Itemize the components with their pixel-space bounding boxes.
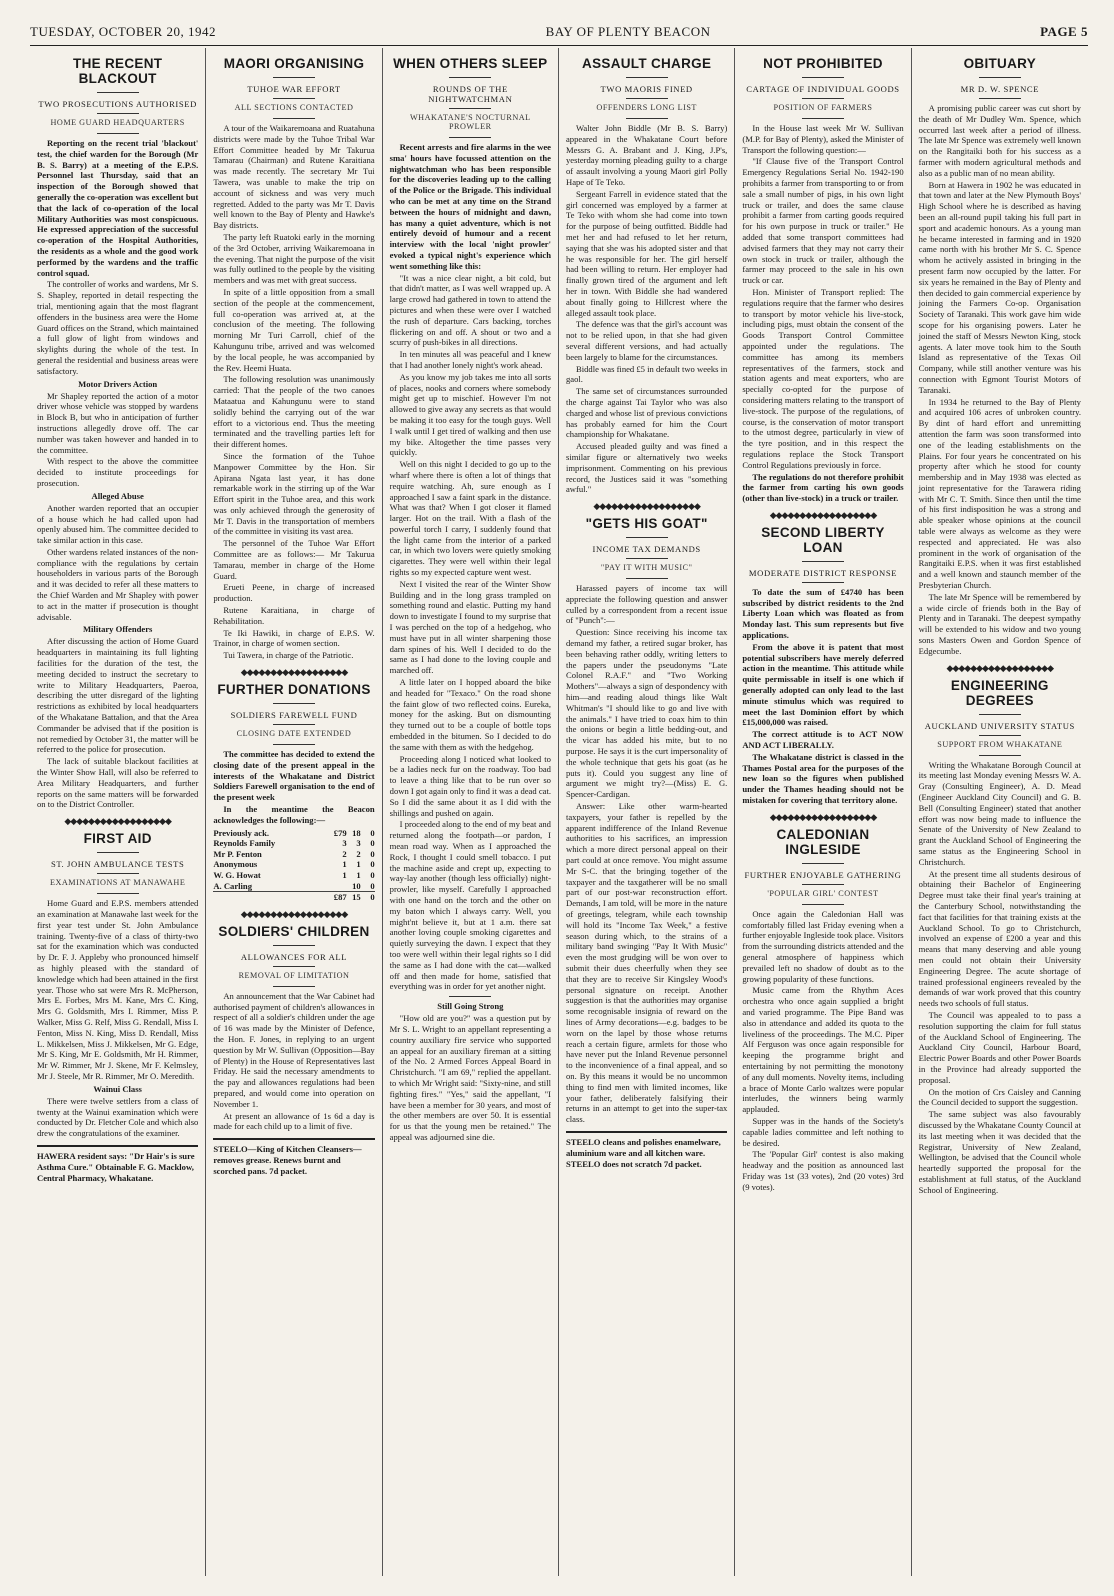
divider bbox=[802, 118, 844, 119]
headline: SOLDIERS' CHILDREN bbox=[218, 923, 370, 939]
divider bbox=[449, 137, 491, 138]
paragraph: An announcement that the War Cabinet had authorised payment of children's allowances in respect of all a soldier's children under the age of 16 was made by the Minister of Defence, the Hon. F. Jones, in replying to an urgent question by Mr W. Sullivan (Opposition—Bay of Plenty) in the House of Representatives last Friday. He said the necessary amendments to the pay and allowances regulations had been prepared, and would come into operation on November 1. bbox=[213, 990, 375, 1109]
paragraph: Music came from the Rhythm Aces orchestra who once again supplied a bright and varied programme. The Pipe Band was also in attendance and added its quota to the liveliness of the proceedings. The M.C. Piper Alf Ferguson was once again responsible for keeping the programme bright and entertaining by not permitting the monotony of any dull moments. Novelty items, including a brace of Monte Carlo waltzes were popular interludes, the winners being warmly applauded. bbox=[742, 985, 904, 1115]
column-4 bbox=[559, 48, 735, 1576]
shillings: 10 bbox=[352, 880, 361, 891]
pence: 0 bbox=[370, 827, 375, 838]
deck: AUCKLAND UNIVERSITY STATUS bbox=[924, 720, 1075, 731]
deck: TWO MAORIS FINED bbox=[600, 84, 693, 94]
shillings: 2 bbox=[356, 848, 361, 859]
paragraph: After discussing the action of Home Guard headquarters in maintaining its full lighting facilities for the duration of the test, the meeting decided to instruct the secretary to write to Military Headquarters, Paeroa, describing the utter disregard of the lighting restrictions as exhibited by local headquarters of the Whakatane Battalion, and that the Area Commander be advised that if the position is not remedied by October 31, the matter will be referred to the police for prosecution. bbox=[37, 636, 199, 755]
article-liberty-loan bbox=[742, 525, 903, 806]
deck: MODERATE DISTRICT RESPONSE bbox=[748, 567, 898, 578]
table-row bbox=[213, 881, 374, 892]
subheading: OFFENDERS LONG LIST bbox=[596, 103, 697, 112]
paragraph: From the above it is patent that most potential subscribers have merely deferred action in the meantime. This attitude while quite permissable in itself is one which if generally adopted can only lead to the last minute stimulus which was required to meet the last Dominion effort by which £15,000,000 was raised. bbox=[742, 641, 904, 728]
deck: ALLOWANCES FOR ALL bbox=[240, 951, 348, 962]
pounds: 2 bbox=[342, 848, 347, 859]
total-pence: 0 bbox=[361, 892, 375, 903]
article-assault-charge bbox=[566, 56, 727, 495]
donor-name: Reynolds Family bbox=[213, 838, 276, 849]
divider bbox=[449, 996, 491, 997]
headline: FURTHER DONATIONS bbox=[217, 682, 371, 698]
divider bbox=[626, 558, 668, 559]
ornament-divider: ◆◆◆◆◆◆◆◆◆◆◆◆◆◆◆◆◆◆ bbox=[240, 667, 348, 678]
page-number: PAGE 5 bbox=[1040, 24, 1088, 39]
paragraph: Well on this night I decided to go up to the wharf where there is often a lot of things that require watching. Ah, sure enough as I approached I saw a faint spark in the distance. What was that? When I got closer it flamed larger. Hot on the trail. With a flash of the powerful torch I carry, I suddenly found that the light came from the interior of a parked car, in which two lovers were quietly smoking cigarettes. They were well within their legal rights so my expected capture went west. bbox=[389, 459, 551, 578]
headline: CALEDONIAN INGLESIDE bbox=[776, 826, 870, 857]
paragraph: Accused pleaded guilty and was fined a similar figure or alternatively two weeks imprisonment. Commenting on his previous record, the Justices said it was "something awful." bbox=[565, 441, 728, 495]
paragraph: In the House last week Mr W. Sullivan (M.P. for Bay of Plenty), asked the Minister of Transport the following question:— bbox=[742, 123, 904, 155]
deck: TUHOE WAR EFFORT bbox=[247, 84, 341, 94]
paragraph: At present an allowance of 1s 6d a day is made for each child up to a limit of five. bbox=[213, 1110, 375, 1132]
article-not-prohibited bbox=[742, 56, 903, 504]
divider bbox=[97, 113, 139, 114]
paragraph: A promising public career was cut short by the death of Mr Dudley Wm. Spence, which occurred last week after a period of illness. The late Mr Spence was extremely well known on the Rangitaiki both for his success as a farmer with modern agricultural methods and also as a public man of no mean ability. bbox=[918, 103, 1081, 178]
shillings: 3 bbox=[356, 838, 361, 849]
divider bbox=[979, 714, 1021, 715]
ornament-divider: ◆◆◆◆◆◆◆◆◆◆◆◆◆◆◆◆◆◆ bbox=[946, 662, 1054, 673]
paragraph: A tour of the Waikaremoana and Ruatahuna districts were made by the Tuhoe Tribal War Effort Committee headed by Mr Takurua Tamarau (Chairman) and Rutene Karaitiana was made recently. The secretary Mr Tui Tawera, was unable to make the trip on account of sickness and was very much regretted. Added to the party was Mr T. Davis well known to the Bay of Plenty and Hawke's Bay districts. bbox=[213, 123, 375, 231]
paragraph: Born at Hawera in 1902 he was educated in that town and later at the New Plymouth Boys' High School where he is described as having been an all-round pupil taking his full part in sport and academic honours. As a young man he became interested in farming and in 1920 came north with his brother Mr S. C. Spence whom he actively assisted in bringing in the present farm now occupied by the latter. For six years he remained in the Bay of Plenty and then decided to gain commercial experience by joining the Farmers Co-op. Organisation Society of Taranaki. This work gave him wide scope for his organising powers. Later he joined the staff of Messrs Newton King, stock agents. A later move took him to the South Island as representative of the Texas Oil Company, while still another venture was his connection with Egmont Tourist Motors of Taranaki. bbox=[918, 179, 1081, 395]
pence: 0 bbox=[370, 870, 375, 880]
paragraph: The 'Popular Girl' contest is also making headway and the position as announced last Friday was 1st (33 votes), 2nd (20 votes) 3rd (9 votes). bbox=[742, 1149, 904, 1192]
table-row bbox=[213, 849, 374, 860]
subheading: 'POPULAR GIRL' CONTEST bbox=[767, 888, 879, 898]
divider bbox=[97, 873, 139, 874]
divider bbox=[626, 98, 668, 99]
paragraph: Walter John Biddle (Mr B. S. Barry) appeared in the Whakatane Court before Messrs G. A. Brabant and J. King, J.P's, yesterday morning pleading guilty to a charge of assault involving a young Maori girl Polly Hape of Te Teko. bbox=[565, 123, 728, 187]
paragraph: The lack of suitable blackout facilities at the Winter Show Hall, will also be referred to Area Military Headquarters, and further reports on the same matters will be forwarded on to the District Controller. bbox=[37, 756, 199, 810]
shillings: 18 bbox=[352, 827, 361, 838]
deck: CARTAGE OF INDIVIDUAL GOODS bbox=[746, 84, 900, 94]
table-row bbox=[213, 828, 374, 839]
paragraph: I proceeded along to the end of my beat and returned along the footpath—or pardon, I mean road way. When as I approached the Rock, I thought I could smell tobacco. I put the machine aside and crept up, expecting to way-lay another (though less officially) night-prowler, like myself. Carefully I approached with one hand on the torch and the other on my baton which I always carry. Well, you might'nt believe it, but at 1 a.m. there sat another loving couple smoking cigarettes and quietly surveying the dawn. I expect that they too were well within their legal rights so I did the same as I had done with the cat—walked off and then made for home, satisfied that everything was in order for yet another night. bbox=[389, 819, 551, 992]
divider bbox=[273, 945, 315, 946]
lead-paragraph: The committee has decided to extend the closing date of the present appeal in the interests of the Whakatane and District Soldiers Farewell organisation to the end of the present week bbox=[213, 749, 375, 803]
pence: 0 bbox=[370, 848, 375, 859]
paragraph: In 1934 he returned to the Bay of Plenty and acquired 106 acres of unbroken country. By dint of hard effort and unremitting attention the farm was soon transformed into one of the leading establishments on the Plains. For four years he concentrated on his property after which he stood for county membership and in May 1938 was elected as joint representative for the Tarawera riding with Mr C. T. Smith. Since then until the time of his first indisposition he was a strong and able speaker whose opinions at the council table were always as welcome as they were respected and appreciated. He was also prominent in the work of organisation of the Rangitaiki E.P.S. when it was first established and a well known and staunch member of the Presbyterian Church. bbox=[918, 396, 1081, 591]
divider bbox=[273, 98, 315, 99]
article-engineering-degrees bbox=[919, 678, 1081, 1196]
paragraph: At the present time all students desirous of obtaining their Bachelor of Engineering Degree must take their final year's training at the Canterbury School, notwithstanding the fact that facilities for that training exists at the Auckland School. To go to Christchurch, involved an expense of £200 a year and this means that many deserving and able young men could not obtain their University Engineering Degree. The acute shortage of trained professional engineers revealed by the demands of war work proved that this country needs two schools of full status. bbox=[918, 868, 1081, 1009]
article-first-aid bbox=[37, 831, 198, 1139]
headline: THE RECENT BLACKOUT bbox=[73, 56, 163, 86]
pounds bbox=[333, 881, 347, 892]
divider bbox=[273, 966, 315, 967]
ornament-divider: ◆◆◆◆◆◆◆◆◆◆◆◆◆◆◆◆◆◆ bbox=[593, 501, 700, 512]
paragraph: "It was a nice clear night, a bit cold, but that didn't matter, as I was well wrapped up. A large crowd had gathered in town to attend the pictures and when these were over I watched the rush of departure. Cars backing, torches flickering on and off. A shout or two and a scurry of push-bikes in all directions. bbox=[389, 272, 551, 348]
pence: 0 bbox=[370, 838, 375, 849]
paragraph: Question: Since receiving his income tax demand my father, a retired sugar broker, has been behaving rather oddly, writing letters to the papers under the pseudonyms "Late Colonel R.A.F." and "Two Working Mothers"—always a sign of despondency with him—and reading aloud things like Walt Whitman's "I should like to go and live with the animals." I have tried to coax him to thin the onions or begin a little bedding-out, and the vicar has added his mite, but to no purpose. He says it is the curt impersonality of the whole technique that gets his goat (as he puts it). Could you suggest any line of argument we might try?—(Miss) E. G. Spencer-Cardigan. bbox=[565, 627, 728, 800]
paragraph: The same subject was also favourably discussed by the Whakatane County Council at its last meeting when it was decided that the Registrar, University of New Zealand, Wellington, be advised that the Council whole heartedly supported the proposal for the establishment at full status, of the Auckland School of Engineering. bbox=[918, 1109, 1081, 1195]
divider bbox=[97, 133, 139, 134]
divider bbox=[979, 77, 1021, 78]
paragraph: The personnel of the Tuhoe War Effort Committee are as follows:— Mr Takurua Tamarau, member in charge of the Home Guard. bbox=[213, 538, 375, 581]
article-further-donations bbox=[213, 682, 374, 903]
paragraph: The late Mr Spence will be remembered by a wide circle of friends both in the Bay of Plenty and in Taranaki. The deepest sympathy will be extended to his widow and two young sons Masters Owen and Gordon Spence of Edgecumbe. bbox=[918, 591, 1081, 656]
paragraph: Te Iki Hawiki, in charge of E.P.S. W. Trainor, in charge of women section. bbox=[213, 627, 375, 649]
columns bbox=[30, 48, 1088, 1576]
advertisement: HAWERA resident says: "Dr Hair's is sure Asthma Cure." Obtainable F. G. Macklow, Central Pharmacy, Whakatane. bbox=[37, 1145, 198, 1183]
article-obituary bbox=[919, 56, 1081, 657]
deck: ST. JOHN AMBULANCE TESTS bbox=[50, 859, 185, 870]
paragraph: Writing the Whakatane Borough Council at its meeting last Monday evening Messrs W. A. Gray (Consulting Engineer), A. D. Mead (Engineer Auckland City Council) and G. B. Bell (Consulting Engineer) stated that another effort was now being made to influence the Senate of the University of New Zealand to grant the Auckland School of Engineering the same status as the Engineering School in Christchurch. bbox=[918, 759, 1081, 867]
paragraph: Hon. Minister of Transport replied: The regulations require that the farmer who desires to transport by motor vehicle his live-stock, including pigs, must obtain the consent of the Goods Transport Control Committee appointed under the regulations. The committee has among its members representatives of the farmers, stock and station agents and meat exporters, who are specially co-opted for the purpose of considering matters relating to the transport of live-stock. The purpose of the regulations, of course, is the conservation of motor transport to the utmost degree, particularly in view of the tyre position, and in this respect the regulations replace the Stock Transport Control Regulations previously in force. bbox=[742, 286, 904, 470]
divider bbox=[802, 582, 844, 583]
total-pounds: £87 bbox=[333, 892, 347, 903]
divider bbox=[449, 77, 491, 78]
subheading: CLOSING DATE EXTENDED bbox=[236, 729, 352, 739]
headline: "GETS HIS GOAT" bbox=[585, 516, 708, 532]
paragraph: Since the formation of the Tuhoe Manpower Committee by the Hon. Sir Apirana Ngata last year, it has done remarkable work in the stirring up of the War Effort spirit in the Tuhoe area, and this work was only achieved through the generosity of Mr T. Davis in the transportation of members of the committee in visiting its vast area. bbox=[213, 450, 375, 537]
lead-paragraph: Reporting on the recent trial 'blackout' test, the chief warden for the Borough (Mr B. S. Barry) at a meeting of the E.P.S. Personnel last Thursday, said that an inspection of the Borough showed that generally the co-operation was excellent but that the lack of co-operation of the local Military Authorities was most conspicuous. He expressed appreciation of the successful co-operation of the Hospital Authorities, the residents as a whole and the good work performed by the wardens and the traffic control squad. bbox=[37, 138, 199, 278]
divider bbox=[273, 744, 315, 745]
paragraph: Biddle was fined £5 in default two weeks in gaol. bbox=[565, 363, 728, 385]
paragraph: To date the sum of £4740 has been subscribed by district residents to the 2nd Liberty Loan which was floated as from Monday last. This sum represents but five applications. bbox=[742, 586, 904, 641]
paragraph: A little later on I hopped aboard the bike and headed for "Texaco." On the road shone the faint glow of two reflected coins. Eureka, money for the asking. But on dismounting they turned out to be a couple of bottle tops embedded in the bitumen. So I decided to do the same with them as with the hedgehog. bbox=[389, 677, 551, 752]
column-2 bbox=[206, 48, 382, 1576]
shillings: 1 bbox=[356, 859, 361, 870]
shillings: 1 bbox=[356, 870, 361, 880]
paragraph: Another warden reported that an occupier of a house which he had called upon had openly abused him. The committee decided to take similar action in this case. bbox=[37, 502, 199, 546]
paragraph: In ten minutes all was peaceful and I knew that I had another lonely night's work ahead. bbox=[389, 349, 551, 370]
paragraph: Once again the Caledonian Hall was comfortably filled last Friday evening when a further enjoyable Ingleside took place. Visitors from the surrounding districts attended and the general atmosphere of happiness which prevailed left no shadow of doubt as to the growing popularity of these functions. bbox=[742, 908, 904, 984]
table-row bbox=[213, 859, 374, 870]
subheading: HOME GUARD HEADQUARTERS bbox=[50, 118, 185, 127]
paragraph: The party left Ruatoki early in the morning of the 3rd October, arriving Waikaremoana in the evening. That night the purpose of the visit was fully outlined to the people by the visiting members and was met with great success. bbox=[213, 231, 375, 286]
crosshead: Alleged Abuse bbox=[91, 490, 144, 501]
divider bbox=[802, 561, 844, 562]
donor-name: Anonymous bbox=[213, 859, 258, 870]
deck: ROUNDS OF THE NIGHTWATCHMAN bbox=[428, 84, 513, 104]
subheading: SUPPORT FROM WHAKATANE bbox=[937, 739, 1063, 749]
ornament-divider: ◆◆◆◆◆◆◆◆◆◆◆◆◆◆◆◆◆◆ bbox=[64, 816, 171, 827]
divider bbox=[97, 893, 139, 894]
subheading: REMOVAL OF LIMITATION bbox=[238, 970, 350, 980]
headline: OBITUARY bbox=[963, 56, 1037, 71]
article-gets-his-goat bbox=[566, 516, 727, 1125]
paragraph: Other wardens related instances of the non-compliance with the regulations by certain householders in various parts of the Borough and it was decided to refer all these matters to the Chief Warden and Mr Shapley with power to act in the matter if prosecution is thought advisable. bbox=[37, 546, 199, 622]
paragraph: "How old are you?" was a question put by Mr S. L. Wright to an appellant representing a country auxiliary fire service who supported an appeal for an auxiliary fireman at a sitting of the No. 2 Armed Forces Appeal Board in Christchurch. "I am 69," replied the appellant. to which Mr Wright said: "Sixty-nine, and still fighting fires." "Yes," said the appellant, "I have been a member for 30 years, and most of the other members are over 50. It is essential for us that the young men be retained." The appeal was adjourned sine die. bbox=[389, 1013, 551, 1142]
paragraph: Supper was in the hands of the Society's capable ladies committee and left nothing to be desired. bbox=[742, 1115, 904, 1148]
donor-name: Previously ack. bbox=[213, 827, 270, 838]
headline: MAORI ORGANISING bbox=[223, 56, 365, 71]
paragraph: The correct attitude is to ACT NOW AND ACT LIBERALLY. bbox=[742, 729, 904, 751]
divider bbox=[273, 77, 315, 78]
paragraph: Mr Shapley reported the action of a motor driver whose vehicle was stopped by wardens in Block B, but who in anticipation of further instructions allegedly drove off. The car number was taken however and handed in to the committee. bbox=[37, 390, 199, 455]
subheading: ALL SECTIONS CONTACTED bbox=[234, 103, 354, 112]
pence: 0 bbox=[370, 880, 375, 891]
paragraph: Sergeant Farrell in evidence stated that the girl concerned was employed by a farmer at Te Teko with whom she had come into town for the purpose of being outfitted. Biddle had met her and had refused to let her return, saying that she was his adopted sister and that he was responsible for her. The girl herself had been willing to return. Her employer had finally grown tired of the argument and left her in town. With Biddle she had wandered about finally going to Hillcrest where the alleged assault took place. bbox=[565, 188, 728, 318]
headline: ENGINEERING DEGREES bbox=[950, 677, 1049, 708]
donor-name: Mr P. Fenton bbox=[213, 848, 262, 859]
headline: ASSAULT CHARGE bbox=[582, 56, 712, 71]
total-row bbox=[213, 892, 374, 903]
paragraph: Proceeding along I noticed what looked to be a ladies neck fur on the roadway. Too bad to leave a thing like that to be run over so down I got again only to find it was a dead cat. So I did the same about it as I did with the shillings and pushed on again. bbox=[389, 753, 551, 818]
deck: MR D. W. SPENCE bbox=[960, 84, 1040, 94]
divider bbox=[626, 118, 668, 119]
divider bbox=[802, 884, 844, 885]
column-6 bbox=[912, 48, 1088, 1576]
deck: TWO PROSECUTIONS AUTHORISED bbox=[38, 99, 197, 109]
headline: FIRST AID bbox=[83, 831, 152, 847]
paragraph: Home Guard and E.P.S. members attended an examination at Manawahe last week for the first year test under St. John Ambulance training. Twenty-five of a class of thirty-two sat for the examination which was conducted by Dr. F. J. Appleby who pronounced himself as highly pleased with the standard of knowledge which had been attained in the first year. Those who sat were Mrs R. McPherson, Mrs E. Forbes, Mrs M. Kane, Mrs C. King, Mrs G. Goldsmith, Mrs I. Rimmer, Miss P. Walker, Miss G. Relf, Miss G. Rendall, Miss I. Fenton, Miss N. King, Miss D. Rendall, Miss L. Mikkelsen, Miss J. Mikkelsen, Mr G. Edge, Mr S. King, Mr E. Goldsmith, Mr H. Rimmer, Mr W. Rimmer, Mr J. Skene, Mr F. Kelmsley, Mr J. Steele, Mr R. Rimmer, Mr O. Meredith. bbox=[37, 898, 199, 1081]
divider bbox=[979, 735, 1021, 736]
paragraph: Next I visited the rear of the Winter Show Building and in the long grass trampled on something round and elastic. Putting my hand down to investigate I found to my surprise that I was perched on the top of a hedgehog, who must have put in all winter sharpening those darn spines of his. Well I decided to do the same as I had done to the loving couple and marched off. bbox=[389, 578, 551, 676]
paragraph: The Whakatane district is classed in the Thames Postal area for the purposes of the new loan so the figures when published under the Thames heading should not be mistaken for covering that territory alone. bbox=[742, 751, 904, 806]
divider bbox=[979, 755, 1021, 756]
pounds: 1 bbox=[342, 859, 347, 870]
total-shillings: 15 bbox=[347, 892, 361, 903]
pounds: 3 bbox=[342, 838, 347, 849]
paragraph: In spite of a little opposition from a small section of the people at the commencement, full co-operation was arrived at, at the conclusion of the meeting. The following morning Mr Turi Carroll, chief of the Kahungunu tribe, arrived and was welcomed by the local people, he was accompanied by the Rev. Heemi Huata. bbox=[213, 286, 375, 373]
subheading: WHAKATANE'S NOCTURNAL PROWLER bbox=[409, 113, 531, 131]
paragraph: The Council was appealed to to pass a resolution supporting the claim for full status of the Auckland School of Engineering. The Auckland City Council, Harbour Board, Electric Power Boards and other Power Boards in the Province had already supported the proposal. bbox=[918, 1009, 1081, 1085]
divider bbox=[273, 986, 315, 987]
paragraph: There were twelve settlers from a class of twenty at the Wainui examination which were conducted by Dr. Fletcher Cole and which also drew the congratulations of the examiner. bbox=[37, 1095, 199, 1139]
paragraph: As you know my job takes me into all sorts of places, nooks and corners where somebody might get up to mischief. However I'm not allowed to give away any secrets as that would be making it too easy for the tough guys. Well I walk until I get tired of walking and then use my bike. Altogether the time passes very quickly. bbox=[389, 371, 551, 458]
divider bbox=[273, 118, 315, 119]
crosshead: Military Offenders bbox=[82, 624, 153, 635]
lead-paragraph: Recent arrests and fire alarms in the wee sma' hours have focussed attention on the nightwatchman who has been responsible for the discoveries leading up to the calling of the Police or the Brigade. This individual who can be met at any time on the Strand between the hours of midnight and dawn, has many a quiet adventure, which is not entirely devoid of humour and a recent interview with the local 'night prowler' evoked a typical night's experience which went something like this: bbox=[389, 142, 551, 271]
donor-name: A. Carling bbox=[213, 880, 252, 891]
divider bbox=[626, 578, 668, 579]
donor-name: W. G. Howat bbox=[213, 870, 261, 880]
pence: 0 bbox=[370, 859, 375, 870]
ornament-divider: ◆◆◆◆◆◆◆◆◆◆◆◆◆◆◆◆◆◆ bbox=[240, 908, 348, 919]
article-soldiers-children bbox=[213, 924, 374, 1132]
subheading: POSITION OF FARMERS bbox=[773, 103, 873, 112]
table-row bbox=[213, 870, 374, 881]
headline: WHEN OTHERS SLEEP bbox=[393, 56, 548, 71]
paragraph: "If Clause five of the Transport Control Emergency Regulations Serial No. 1942-190 prohibits a farmer from transporting to or from sale a small number of pigs, in his own light truck or trailer, and does the same clause prohibit a farmer from carting goods required for his own purpose in truck or trailer." He added that some transport committees had advised farmers that they may not carry their own stock in truck or trailer, although the farmer may proceed to the sale in his own truck or car. bbox=[742, 156, 904, 286]
divider bbox=[979, 98, 1021, 99]
crosshead: Motor Drivers Action bbox=[78, 378, 158, 389]
paragraph: Harassed payers of income tax will appreciate the following question and answer culled by a correspondent from a recent issue of "Punch":— bbox=[565, 583, 728, 626]
issue-date: TUESDAY, OCTOBER 20, 1942 bbox=[30, 24, 216, 39]
paragraph: The defence was that the girl's account was not to be relied upon, in that she had given several different versions, and had actually been largely to blame for the circumstances. bbox=[565, 319, 728, 362]
divider bbox=[802, 77, 844, 78]
deck: SOLDIERS FAREWELL FUND bbox=[230, 710, 358, 721]
advertisement: STEELO cleans and polishes enamelware, aluminium ware and all kitchen ware. STEELO does not scratch 7d packet. bbox=[566, 1131, 727, 1169]
donations-table bbox=[213, 828, 374, 903]
paragraph: With respect to the above the committee decided to institute proceedings for prosecution. bbox=[37, 456, 199, 488]
paragraph: The regulations do not therefore prohibit the farmer from carting his own goods (other than live-stock) in a truck or trailer. bbox=[742, 471, 904, 504]
column-1 bbox=[30, 48, 206, 1576]
article-recent-blackout bbox=[37, 56, 198, 810]
paragraph: Answer: Like other warm-hearted taxpayers, your father is repelled by the apparent indifference of the Inland Revenue authorities to his sacrifices, an impression which a more direct personal appeal on their part could at once remove. You might assume Mr S-C. that the bringing together of the taxpayer and the taxgatherer will be no small part of our post-war reconstruction effort. Demands, I am told, will be more in the nature of greetings, telegram, while each township will hold its "Income Tax Week," a festive season during which, to the strains of a military band swinging "Pay It With Music" even the most grudging will be won over to submit their dues cheerfully when they see that they are to receive Sir Kingsley Wood's personal signature on receipt. Another suggestion is that the authorities may organise some recognisable insignia of reward on the lines of Army decorations—e.g. badges to be worn on the lapel by those whose returns reach a certain figure, armlets for those who have never put the Inland Revenue personnel to the inconvenience of a final appeal, and so on. By this means it would be no uncommon thing to find men with limited incomes, like your father, deliberately falsifying their returns in an attempt to get into the super-tax class. bbox=[565, 801, 728, 1125]
column-3 bbox=[383, 48, 559, 1576]
divider bbox=[449, 108, 491, 109]
paragraph: Tui Tawera, in charge of the Patriotic. bbox=[223, 650, 354, 661]
ornament-divider: ◆◆◆◆◆◆◆◆◆◆◆◆◆◆◆◆◆◆ bbox=[769, 509, 877, 520]
paragraph: Rutene Karaitiana, in charge of Rehabilitation. bbox=[213, 605, 375, 626]
paragraph: On the motion of Crs Caisley and Canning the Council decided to support the suggestion. bbox=[918, 1086, 1081, 1108]
column-5 bbox=[735, 48, 911, 1576]
article-maori-organising bbox=[213, 56, 374, 661]
subheading: EXAMINATIONS AT MANAWAHE bbox=[49, 878, 186, 888]
paragraph: Erueti Peene, in charge of increased production. bbox=[213, 582, 375, 604]
pounds: £79 bbox=[333, 827, 347, 838]
subheading: "PAY IT WITH MUSIC" bbox=[600, 563, 693, 573]
deck: INCOME TAX DEMANDS bbox=[592, 544, 701, 555]
paragraph: In the meantime the Beacon acknowledges the following:— bbox=[213, 804, 375, 825]
divider bbox=[273, 703, 315, 704]
deck: FURTHER ENJOYABLE GATHERING bbox=[744, 869, 902, 880]
divider bbox=[626, 77, 668, 78]
advertisement: STEELO—King of Kitchen Cleansers—removes grease. Renews burnt and scorched pans. 7d packet. bbox=[213, 1138, 374, 1176]
pounds: 1 bbox=[342, 870, 347, 880]
headline: SECOND LIBERTY LOAN bbox=[761, 524, 885, 555]
divider bbox=[802, 863, 844, 864]
paper-title: BAY OF PLENTY BEACON bbox=[545, 24, 711, 39]
crosshead: Wainui Class bbox=[93, 1083, 142, 1094]
crosshead: Still Going Strong bbox=[437, 1001, 504, 1012]
divider bbox=[97, 92, 139, 93]
paragraph: The controller of works and wardens, Mr S. S. Shapley, reported in detail respecting the trial, mentioning again that the most flagrant offenders in the business area were the Home Guard offices on the Strand, which maintained a full glow of light from windows and skylights during the whole of the test. In general the residential and business areas were satisfactory. bbox=[37, 279, 199, 376]
divider bbox=[97, 852, 139, 853]
headline: NOT PROHIBITED bbox=[763, 56, 883, 71]
ornament-divider: ◆◆◆◆◆◆◆◆◆◆◆◆◆◆◆◆◆◆ bbox=[769, 811, 877, 822]
divider bbox=[802, 904, 844, 905]
divider bbox=[802, 98, 844, 99]
divider bbox=[273, 724, 315, 725]
divider bbox=[626, 537, 668, 538]
paragraph: The same set of circumstances surrounded the charge against Tai Taylor who was also charged and whose list of previous convictions has probably earned for him the Court championship for Whakatane. bbox=[565, 386, 728, 440]
article-caledonian-ingleside bbox=[742, 827, 903, 1193]
paragraph: The following resolution was unanimously carried: That the people of the two canoes Mataatua and Kahungunu were to stand solidly behind the carrying out of the war effort to a victorious end. Thus the meeting terminated and the travelling parties left for their different homes. bbox=[213, 374, 375, 450]
page-masthead bbox=[30, 22, 1088, 46]
article-when-others-sleep bbox=[390, 56, 551, 1143]
table-row bbox=[213, 838, 374, 849]
